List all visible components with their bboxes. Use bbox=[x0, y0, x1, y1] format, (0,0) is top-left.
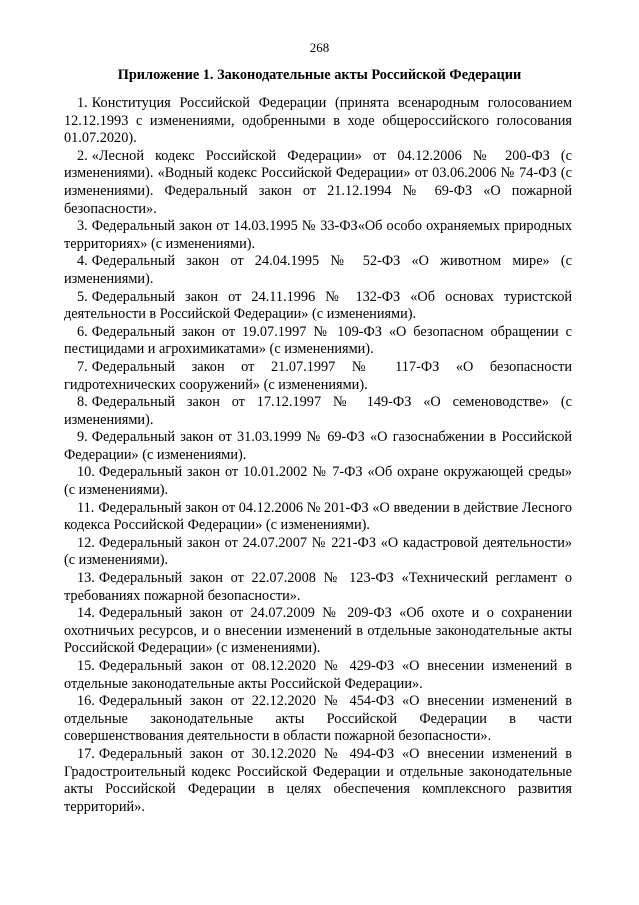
item-text: Федеральный закон от 08.12.2020 № 429-ФЗ «О внесении изменений в отдельные законодательные акты Российской Федерации». bbox=[64, 658, 572, 692]
item-number: 10. bbox=[77, 464, 95, 481]
item-text: Федеральный закон от 24.04.1995 № 52-ФЗ «О животном мире» (с изменениями). bbox=[64, 253, 572, 287]
item-text: Конституция Российской Федерации (принята всенародным голосованием 12.12.1993 с изменениями, одобренными в ходе общероссийского голосования 01.07.2020). bbox=[64, 95, 572, 147]
item-number: 11. bbox=[77, 499, 95, 516]
item-text: Федеральный закон от 24.07.2007 № 221-ФЗ «О кадастровой деятельности» (с изменениями). bbox=[64, 534, 572, 569]
list-item bbox=[64, 535, 572, 570]
list-item bbox=[64, 500, 572, 535]
item-number: 1. bbox=[77, 95, 88, 111]
list-item bbox=[64, 746, 572, 816]
item-number: 16. bbox=[77, 693, 95, 710]
item-text: Федеральный закон от 10.01.2002 № 7-ФЗ «Об охране окружающей среды» (с изменениями). bbox=[64, 464, 572, 499]
item-text: Федеральный закон от 21.07.1997 № 117-ФЗ «О безопасности гидротехнических сооружений» (с изменениями). bbox=[64, 358, 572, 393]
item-text: «Лесной кодекс Российской Федерации» от 04.12.2006 № 200-ФЗ (с изменениями). «Водный кодекс Российской Федерации» от 03.06.2006 № 74-ФЗ (с изменениями). Федеральный закон от 21.12.1994 № 69-ФЗ «О пожарной безопасности». bbox=[64, 147, 572, 217]
item-number: 17. bbox=[77, 745, 95, 762]
item-text: Федеральный закон от 19.07.1997 № 109-ФЗ «О безопасном обращении с пестицидами и агрохимикатами» (с изменениями). bbox=[64, 323, 572, 358]
item-number: 8. bbox=[77, 394, 88, 411]
item-text: Федеральный закон от 22.07.2008 № 123-ФЗ «Технический регламент о требованиях пожарной безопасности». bbox=[64, 570, 572, 604]
item-text: Федеральный закон от 24.11.1996 № 132-ФЗ «Об основах туристской деятельности в Российской Федерации» (с изменениями). bbox=[64, 288, 572, 323]
item-text: Федеральный закон от 30.12.2020 № 494-ФЗ «О внесении изменений в Градостроительный кодекс Российской Федерации и отдельные законодательные акты Российской Федерации в целях обеспечения комплексного развития территорий». bbox=[64, 745, 572, 815]
page-title: Приложение 1. Законодательные акты Российской Федерации bbox=[117, 67, 522, 83]
item-text: Федеральный закон от 24.07.2009 № 209-ФЗ «Об охоте и о сохранении охотничьих ресурсов, и о внесении изменений в отдельные законодательные акты Российской Федерации» (с изменениями). bbox=[64, 605, 572, 657]
item-number: 3. bbox=[77, 218, 88, 235]
item-number: 14. bbox=[77, 605, 95, 622]
list-item bbox=[64, 95, 572, 148]
item-text: Федеральный закон от 14.03.1995 № 33-ФЗ«Об особо охраняемых природных территориях» (с изменениями). bbox=[64, 218, 572, 252]
list-item bbox=[64, 253, 572, 288]
item-text: Федеральный закон от 22.12.2020 № 454-ФЗ «О внесении изменений в отдельные законодательные акты Российской Федерации в части совершенствования деятельности в области пожарной безопасности». bbox=[64, 693, 572, 745]
item-number: 5. bbox=[77, 288, 88, 305]
item-number: 13. bbox=[77, 570, 95, 587]
list-item bbox=[64, 693, 572, 746]
list-item bbox=[64, 359, 572, 394]
list-item bbox=[64, 394, 572, 429]
list-item bbox=[64, 570, 572, 605]
item-number: 15. bbox=[77, 658, 95, 674]
item-number: 9. bbox=[77, 429, 88, 446]
list-item bbox=[64, 605, 572, 658]
item-number: 4. bbox=[77, 253, 88, 270]
item-text: Федеральный закон от 31.03.1999 № 69-ФЗ «О газоснабжении в Российской Федерации» (с изменениями). bbox=[64, 429, 572, 463]
list-item bbox=[64, 324, 572, 359]
laws-list bbox=[64, 95, 572, 816]
list-item bbox=[64, 218, 572, 253]
item-number: 6. bbox=[77, 323, 88, 340]
list-item bbox=[64, 289, 572, 324]
item-text: Федеральный закон от 17.12.1997 № 149-ФЗ «О семеноводстве» (с изменениями). bbox=[64, 394, 572, 428]
item-number: 2. bbox=[77, 147, 88, 164]
list-item bbox=[64, 148, 572, 218]
list-item bbox=[64, 464, 572, 499]
page-number: 268 bbox=[309, 40, 330, 55]
list-item bbox=[64, 658, 572, 693]
item-number: 12. bbox=[77, 534, 95, 551]
item-number: 7. bbox=[77, 358, 88, 375]
item-text: Федеральный закон от 04.12.2006 № 201-ФЗ «О введении в действие Лесного кодекса Российской Федерации» (с изменениями). bbox=[64, 499, 572, 534]
list-item bbox=[64, 429, 572, 464]
